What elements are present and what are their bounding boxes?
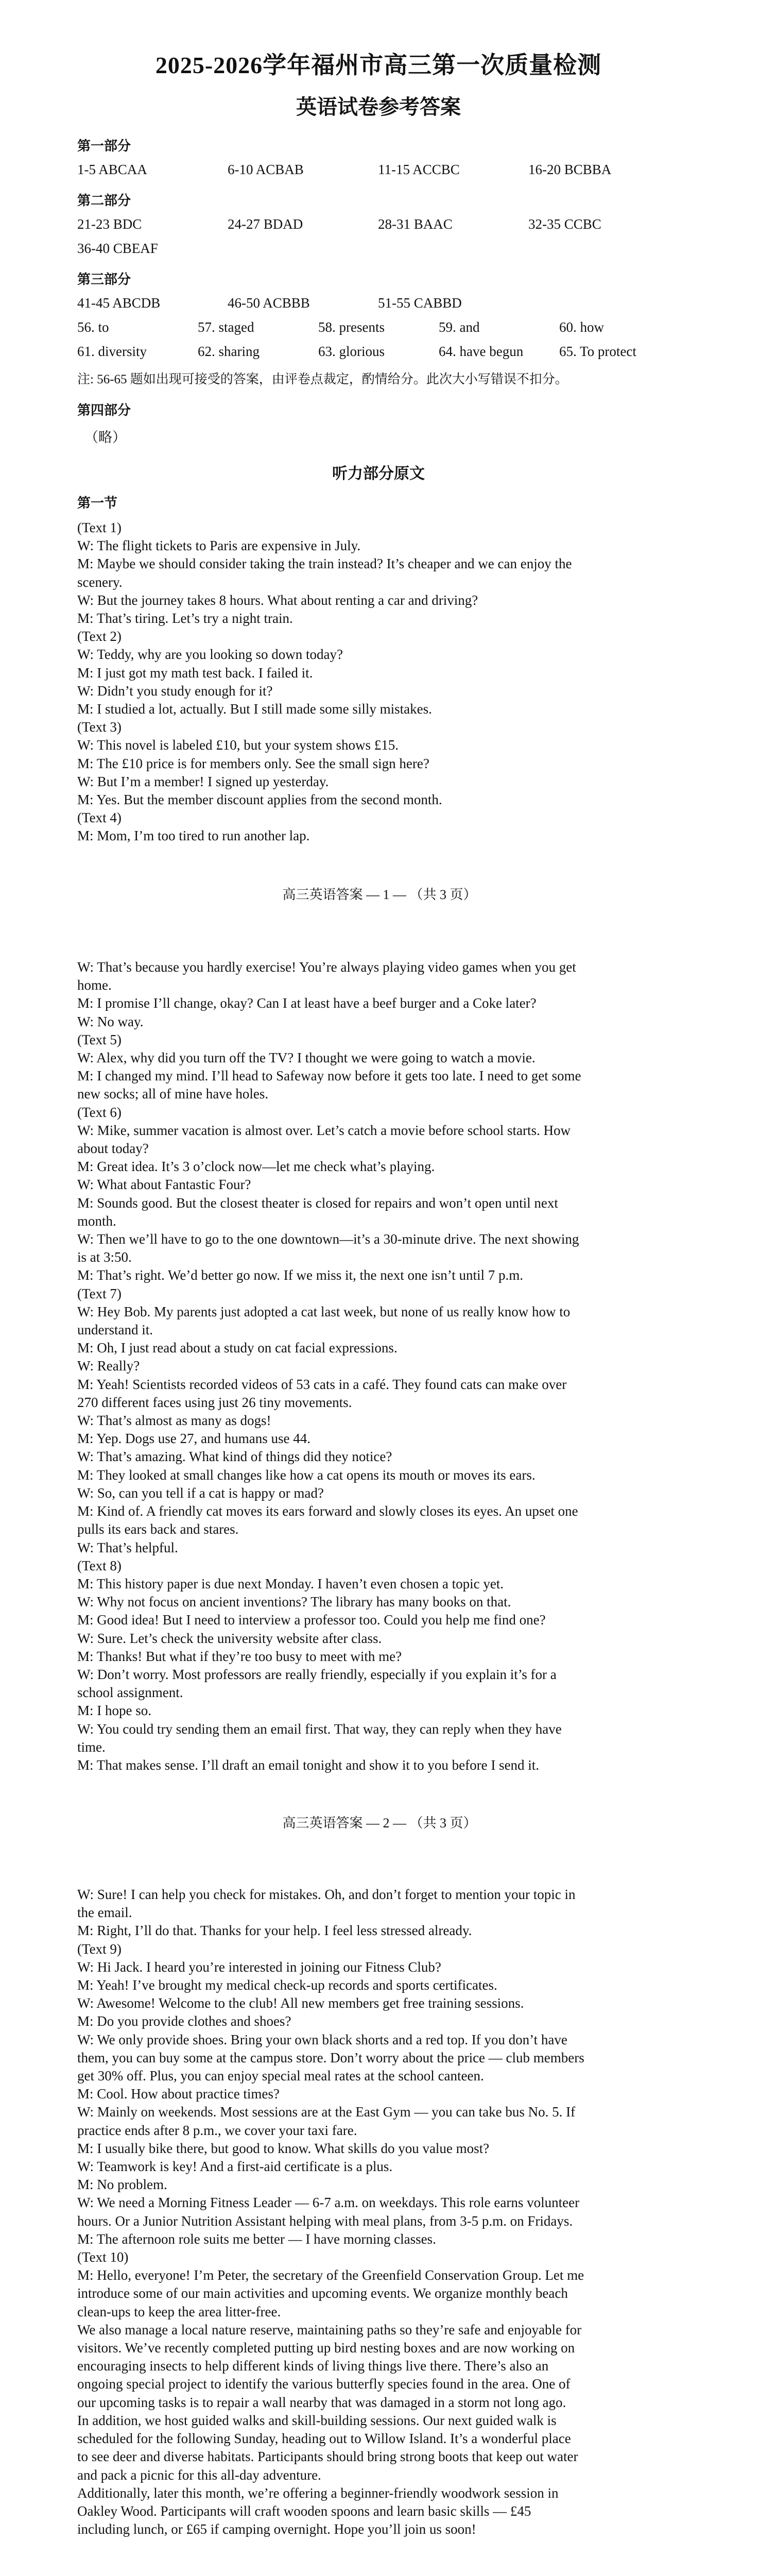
transcript-line: W: Awesome! Welcome to the club! All new members get free training sessions. xyxy=(77,1995,524,2011)
transcript-line: W: Mainly on weekends. Most sessions are at the East Gym — you can take bus No. 5. If xyxy=(77,2104,576,2120)
part4-body xyxy=(77,426,680,446)
answer-row xyxy=(77,241,680,257)
transcript-line: Additionally, later this month, we’re offering a beginner-friendly woodwork session in xyxy=(77,2485,559,2501)
answer-group: 24-27 BDAD xyxy=(228,216,303,232)
part3-heading: 第三部分 xyxy=(77,272,131,287)
part4-heading: 第四部分 xyxy=(77,403,131,418)
transcript-line: about today? xyxy=(77,1141,149,1157)
transcript-line: M: Hello, everyone! I’m Peter, the secretary of the Greenfield Conservation Group. Let me xyxy=(77,2267,584,2283)
page-1 xyxy=(0,0,759,927)
transcript-line: M: Thanks! But what if they’re too busy to meet with me? xyxy=(77,1648,402,1664)
transcript-line: W: Why not focus on ancient inventions? The library has many books on that. xyxy=(77,1594,511,1610)
transcript-line: W: The flight tickets to Paris are expensive in July. xyxy=(77,538,361,554)
transcript-line: W: Didn’t you study enough for it? xyxy=(77,683,273,699)
transcript-line: and pack a picnic for this all-day adventure. xyxy=(77,2467,321,2483)
transcript-line: M: I hope so. xyxy=(77,1703,151,1719)
transcript-line: introduce some of our main activities and upcoming events. We organize monthly beach xyxy=(77,2285,568,2301)
transcript-line: W: Teamwork is key! And a first-aid certificate is a plus. xyxy=(77,2159,393,2175)
listening-title: 听力部分原文 xyxy=(332,465,425,482)
transcript-line: M: I studied a lot, actually. But I still made some silly mistakes. xyxy=(77,701,432,717)
transcript-page-2 xyxy=(77,958,680,1774)
transcript-page-3 xyxy=(77,1886,680,2538)
blank-answer: 61. diversity xyxy=(77,344,147,359)
transcript-line: W: That’s helpful. xyxy=(77,1539,178,1555)
transcript-line: them, you can buy some at the campus store. Don’t worry about the price — club members xyxy=(77,2049,584,2065)
transcript-line: understand it. xyxy=(77,1322,153,1338)
transcript-line: We also manage a local nature reserve, maintaining paths so they’re safe and enjoyable for xyxy=(77,2321,582,2337)
transcript-line: M: Kind of. A friendly cat moves its ears forward and slowly closes its eyes. An upset one xyxy=(77,1503,578,1519)
transcript-line: M: Sounds good. But the closest theater is closed for repairs and won’t open until next xyxy=(77,1195,558,1211)
transcript-line: get 30% off. Plus, you can enjoy special meal rates at the school canteen. xyxy=(77,2068,484,2084)
transcript-line: month. xyxy=(77,1213,116,1229)
blank-answer: 62. sharing xyxy=(198,344,260,359)
transcript-line: M: Cool. How about practice times? xyxy=(77,2086,280,2102)
page-footer: 高三英语答案 — 2 — （共 3 页） xyxy=(282,1816,477,1831)
answer-group: 36-40 CBEAF xyxy=(77,241,158,256)
page-2 xyxy=(0,927,759,1855)
transcript-line: W: Then we’ll have to go to the one downtown—it’s a 30-minute drive. The next showing xyxy=(77,1231,579,1247)
transcript-line: scheduled for the following Sunday, heading out to Willow Island. It’s a wonderful place xyxy=(77,2431,571,2447)
transcript-line: M: Do you provide clothes and shoes? xyxy=(77,2013,291,2029)
transcript-line: W: Hey Bob. My parents just adopted a cat last week, but none of us really know how to xyxy=(77,1303,571,1319)
answer-group: 46-50 ACBBB xyxy=(228,295,310,311)
transcript-line: visitors. We’ve recently completed putting up bird nesting boxes and are now working on xyxy=(77,2340,575,2356)
page-footer: 高三英语答案 — 1 — （共 3 页） xyxy=(282,887,477,902)
transcript-line: W: Don’t worry. Most professors are really friendly, especially if you explain it’s for a xyxy=(77,1666,557,1682)
scoring-note: 注: 56-65 题如出现可接受的答案，由评卷点裁定，酌情给分。此次大小写错误不扣分。 xyxy=(77,372,568,386)
part4-omitted: （略） xyxy=(84,430,126,445)
transcript-line: W: Sure. Let’s check the university website after class. xyxy=(77,1630,382,1646)
listening-section-heading: 第一节 xyxy=(77,496,118,511)
transcript-line: M: Maybe we should consider taking the train instead? It’s cheaper and we can enjoy the xyxy=(77,556,572,572)
document-subtitle: 英语试卷参考答案 xyxy=(296,95,461,118)
transcript-line: W: Sure! I can help you check for mistakes. Oh, and don’t forget to mention your topic in xyxy=(77,1887,576,1902)
transcript-line: W: Really? xyxy=(77,1358,140,1374)
transcript-line: M: Right, I’ll do that. Thanks for your help. I feel less stressed already. xyxy=(77,1923,472,1939)
answer-group: 51-55 CABBD xyxy=(378,295,462,311)
blank-answer: 59. and xyxy=(439,319,480,335)
part1-heading: 第一部分 xyxy=(77,139,131,154)
answer-group: 11-15 ACCBC xyxy=(378,162,460,177)
transcript-line: W: This novel is labeled £10, but your system shows £15. xyxy=(77,737,399,753)
transcript-line: hours. Or a Junior Nutrition Assistant helping with meal plans, from 3-5 p.m. on Fridays. xyxy=(77,2213,573,2229)
answer-group: 21-23 BDC xyxy=(77,216,142,232)
transcript-line: W: But the journey takes 8 hours. What about renting a car and driving? xyxy=(77,592,478,608)
transcript-line: (Text 6) xyxy=(77,1104,122,1120)
transcript-line: M: Yep. Dogs use 27, and humans use 44. xyxy=(77,1431,311,1447)
transcript-line: (Text 10) xyxy=(77,2249,129,2265)
answer-group: 1-5 ABCAA xyxy=(77,162,147,177)
transcript-line: W: No way. xyxy=(77,1013,144,1029)
transcript-line: M: That makes sense. I’ll draft an email tonight and show it to you before I send it. xyxy=(77,1757,540,1773)
transcript-line: W: We only provide shoes. Bring your own black shorts and a red top. If you don’t have xyxy=(77,2031,567,2047)
transcript-line: to see deer and diverse habitats. Participants should bring strong boots that keep out water xyxy=(77,2449,578,2465)
transcript-line: school assignment. xyxy=(77,1685,183,1701)
transcript-line: W: So, can you tell if a cat is happy or mad? xyxy=(77,1485,324,1501)
transcript-line: M: That’s right. We’d better go now. If we miss it, the next one isn’t until 7 p.m. xyxy=(77,1267,523,1283)
transcript-line: M: Great idea. It’s 3 o’clock now—let me check what’s playing. xyxy=(77,1159,435,1175)
transcript-line: pulls its ears back and stares. xyxy=(77,1521,239,1537)
transcript-line: M: I usually bike there, but good to know. What skills do you value most? xyxy=(77,2140,490,2156)
transcript-line: W: Hi Jack. I heard you’re interested in joining our Fitness Club? xyxy=(77,1959,441,1975)
answer-group: 28-31 BAAC xyxy=(378,216,453,232)
transcript-line: W: You could try sending them an email first. That way, they can reply when they have xyxy=(77,1721,562,1737)
transcript-line: is at 3:50. xyxy=(77,1249,132,1265)
transcript-line: (Text 8) xyxy=(77,1557,122,1573)
transcript-line: scenery. xyxy=(77,574,123,590)
answer-group: 16-20 BCBBA xyxy=(528,162,612,177)
page-2-content xyxy=(77,958,680,1774)
transcript-line: W: Teddy, why are you looking so down today? xyxy=(77,647,343,663)
transcript-line: (Text 7) xyxy=(77,1285,122,1301)
blank-answer-row xyxy=(77,319,680,335)
transcript-line: Oakley Wood. Participants will craft wooden spoons and learn basic skills — £45 xyxy=(77,2503,531,2519)
blank-answer-row xyxy=(77,344,680,360)
transcript-line: W: We need a Morning Fitness Leader — 6-7 a.m. on weekdays. This role earns volunteer xyxy=(77,2195,580,2211)
blank-answer: 65. To protect xyxy=(559,344,636,359)
transcript-line: time. xyxy=(77,1739,106,1755)
blank-answer: 63. glorious xyxy=(318,344,385,359)
transcript-line: M: No problem. xyxy=(77,2177,167,2193)
transcript-line: (Text 3) xyxy=(77,719,122,735)
blank-answer: 56. to xyxy=(77,319,109,335)
transcript-line: W: Alex, why did you turn off the TV? I thought we were going to watch a movie. xyxy=(77,1050,536,1066)
transcript-line: M: Mom, I’m too tired to run another lap. xyxy=(77,828,310,844)
transcript-line: ongoing special project to identify the various butterfly species found in the area. One of xyxy=(77,2376,571,2392)
transcript-line: (Text 4) xyxy=(77,810,122,826)
answer-group: 6-10 ACBAB xyxy=(228,162,304,177)
transcript-line: our upcoming tasks is to repair a wall nearby that was damaged in a storm not long ago. xyxy=(77,2394,566,2410)
blank-answer: 58. presents xyxy=(318,319,385,335)
transcript-line: M: They looked at small changes like how a cat opens its mouth or moves its ears. xyxy=(77,1467,536,1483)
part2-heading: 第二部分 xyxy=(77,193,131,208)
transcript-line: M: I changed my mind. I’ll head to Safeway now before it gets too late. I need to get some xyxy=(77,1068,581,1084)
transcript-page-1 xyxy=(77,519,680,845)
transcript-line: 270 different faces using just 26 tiny movements. xyxy=(77,1394,352,1410)
transcript-line: M: The afternoon role suits me better — I have morning classes. xyxy=(77,2231,436,2247)
transcript-line: home. xyxy=(77,977,112,993)
answer-row xyxy=(77,162,680,178)
transcript-line: W: What about Fantastic Four? xyxy=(77,1177,251,1193)
answer-group: 32-35 CCBC xyxy=(528,216,601,232)
answer-row xyxy=(77,216,680,232)
transcript-line: M: I just got my math test back. I failed it. xyxy=(77,665,313,681)
transcript-line: M: Yeah! I’ve brought my medical check-up records and sports certificates. xyxy=(77,1977,497,1993)
blank-answer: 64. have begun xyxy=(439,344,524,359)
transcript-line: including lunch, or £65 if camping overnight. Hope you’ll join us soon! xyxy=(77,2521,476,2537)
transcript-line: M: I promise I’ll change, okay? Can I at least have a beef burger and a Coke later? xyxy=(77,995,537,1011)
transcript-line: (Text 1) xyxy=(77,520,122,535)
blank-answer: 60. how xyxy=(559,319,604,335)
transcript-line: W: But I’m a member! I signed up yesterday. xyxy=(77,773,329,789)
document-title: 2025-2026学年福州市高三第一次质量检测 xyxy=(155,52,602,78)
transcript-line: encouraging insects to help different kinds of living things live there. There’s also an xyxy=(77,2358,549,2374)
transcript-line: M: The £10 price is for members only. See the small sign here? xyxy=(77,755,429,771)
transcript-line: W: Mike, summer vacation is almost over. Let’s catch a movie before school starts. How xyxy=(77,1122,571,1138)
transcript-line: clean-ups to keep the area litter-free. xyxy=(77,2303,281,2319)
transcript-line: M: Oh, I just read about a study on cat facial expressions. xyxy=(77,1340,398,1356)
transcript-line: new socks; all of mine have holes. xyxy=(77,1086,269,1102)
transcript-line: the email. xyxy=(77,1905,132,1921)
transcript-line: M: This history paper is due next Monday. I haven’t even chosen a topic yet. xyxy=(77,1575,504,1591)
transcript-line: M: Yeah! Scientists recorded videos of 53 cats in a café. They found cats can make over xyxy=(77,1376,567,1392)
page-1-content xyxy=(77,0,680,845)
transcript-line: W: That’s amazing. What kind of things did they notice? xyxy=(77,1449,392,1465)
answer-row xyxy=(77,295,680,311)
transcript-line: (Text 2) xyxy=(77,629,122,645)
answer-group: 41-45 ABCDB xyxy=(77,295,161,311)
transcript-line: W: That’s because you hardly exercise! You’re always playing video games when you get xyxy=(77,959,576,975)
page-3-content xyxy=(77,1886,680,2538)
transcript-line: W: That’s almost as many as dogs! xyxy=(77,1413,271,1429)
blank-answer: 57. staged xyxy=(198,319,254,335)
transcript-line: practice ends after 8 p.m., we cover your taxi fare. xyxy=(77,2122,357,2138)
page-3 xyxy=(0,1855,759,2576)
transcript-line: M: That’s tiring. Let’s try a night train. xyxy=(77,611,293,626)
transcript-line: M: Yes. But the member discount applies from the second month. xyxy=(77,792,442,808)
transcript-line: In addition, we host guided walks and skill-building sessions. Our next guided walk is xyxy=(77,2412,557,2428)
transcript-line: (Text 5) xyxy=(77,1031,122,1047)
transcript-line: M: Good idea! But I need to interview a professor too. Could you help me find one? xyxy=(77,1612,546,1628)
transcript-line: (Text 9) xyxy=(77,1941,122,1957)
